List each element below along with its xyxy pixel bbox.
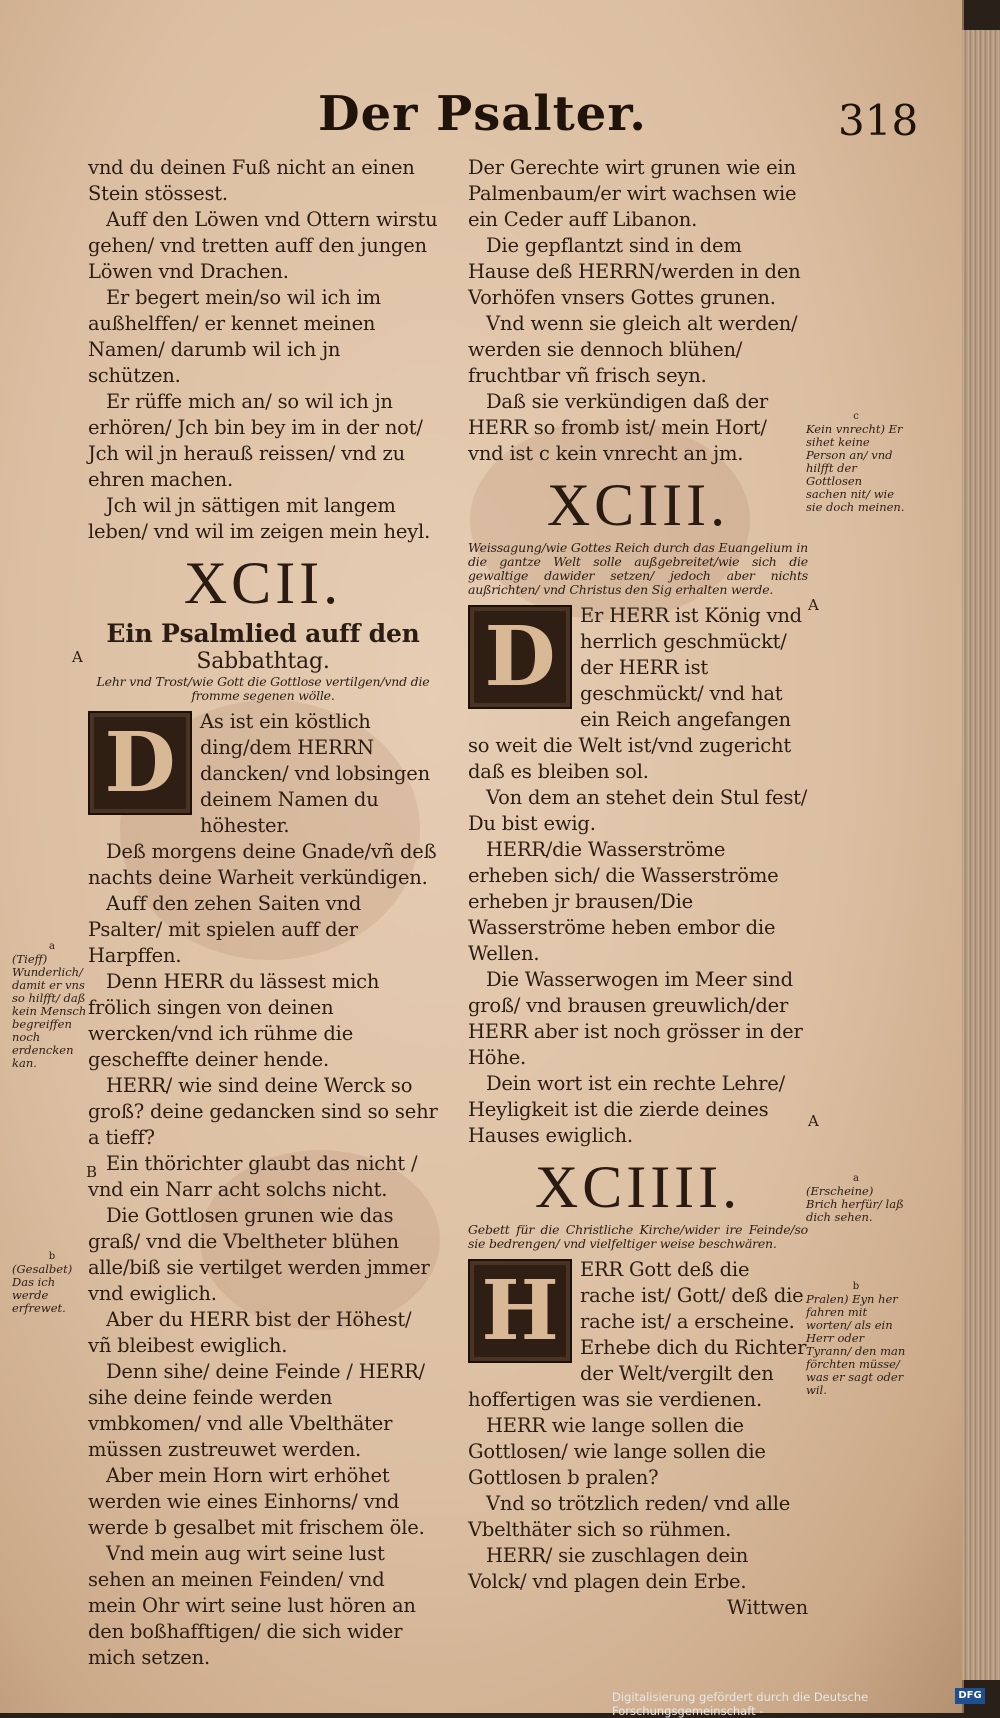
verse: HERR/ sie zuschlagen dein Volck/ vnd plagen dein Erbe. <box>468 1544 749 1593</box>
verse: Auff den Löwen vnd Ottern wirstu gehen/ vnd tretten auff den jungen Löwen vnd Drachen. <box>88 208 438 283</box>
first-verse: Er HERR ist König vnd herrlich geschmückt/ der HERR ist geschmückt/ vnd hat ein Reich angefangen so weit die Welt ist/vnd zugericht daß es bleiben sol. <box>468 604 802 783</box>
verse: Denn HERR du lässest mich frölich singen von deinen wercken/vnd ich rühme die geschefftе deiner hende. <box>88 970 380 1071</box>
verse: Er begert mein/so wil ich im außhelffen/ er kennet meinen Namen/ darumb wil ich jn schützen. <box>88 286 381 387</box>
section-marker: A <box>72 648 83 666</box>
margin-note <box>806 410 906 514</box>
verse: Deß morgens deine Gnade/vñ deß nachts deine Warheit verkündigen. <box>88 840 437 889</box>
left-column <box>88 155 438 1671</box>
first-verse: As ist ein köstlich ding/dem HERRN dancken/ vnd lobsingen deinem Namen du höhester. <box>200 710 430 837</box>
verse: Der Gerechte wirt grunen wie ein Palmenbaum/er wirt wachsen wie ein Ceder auff Libanon. <box>468 156 797 231</box>
psalm-subtitle: Sabbathtag. <box>196 649 330 674</box>
note-key: c <box>853 411 859 422</box>
catchword: Wittwen <box>727 1596 808 1619</box>
verse: HERR/ wie sind deine Werck so groß? deine gedancken sind so sehr a tieff? <box>88 1074 438 1149</box>
verse: vnd du deinen Fuß nicht an einen Stein stössest. <box>88 156 415 205</box>
verse: Auff den zehen Saiten vnd Psalter/ mit spielen auff der Harpffen. <box>88 892 362 967</box>
verse: HERR/die Wasserströme erheben sich/ die Wasserströme erheben jr brausen/Die Wasserströme heben embor die Wellen. <box>468 838 779 965</box>
section-marker: B <box>86 1163 98 1181</box>
digitization-credit: Digitalisierung gefördert durch die Deutsche Forschungsgemeinschaft - <box>612 1690 869 1718</box>
verse: HERR wie lange sollen die Gottlosen/ wie lange sollen die Gottlosen b pralen? <box>468 1414 766 1489</box>
page-number: 318 <box>838 96 919 145</box>
verse: Denn sihe/ deine Feinde / HERR/ sihe deine feinde werden vmbkomen/ vnd alle Vbelthäter müssen zustreuwet werden. <box>88 1360 425 1461</box>
verse: Ein thörichter glaubt das nicht / vnd ein Narr acht solchs nicht. <box>88 1152 418 1201</box>
margin-note <box>12 1250 92 1315</box>
verse: Vnd mein aug wirt seine lust sehen an meinen Feinden/ vnd mein Ohr wirt seine lust hören an den boßhafftigen/ die sich wider mich setzen. <box>88 1542 416 1669</box>
margin-note <box>12 940 92 1070</box>
dfg-logo: DFG <box>955 1688 985 1704</box>
verse: Von dem an stehet dein Stul fest/ Du bist ewig. <box>468 786 808 835</box>
verse: Die gepflantzt sind in dem Hause deß HERRN/werden in den Vorhöfen vnsers Gottes grunen. <box>468 234 801 309</box>
verse: Daß sie verkündigen daß der HERR so fromb ist/ mein Hort/ vnd ist c kein vnrecht an jm. <box>468 390 769 465</box>
note-key: b <box>48 1251 56 1262</box>
note-key: a <box>853 1173 859 1184</box>
psalm-numeral: XCIII. <box>546 472 730 538</box>
running-head: Der Psalter. <box>318 86 647 142</box>
psalm-numeral: XCIIII. <box>534 1154 742 1220</box>
verse: Die Wasserwogen im Meer sind groß/ vnd brausen greuwlich/der HERR aber ist noch grösser in der Höhe. <box>468 968 803 1069</box>
note-text: (Erscheine) Brich herfür/ laß dich sehen. <box>806 1184 904 1224</box>
verse: Vnd so trötzlich reden/ vnd alle Vbelthäter sich so rühmen. <box>468 1492 791 1541</box>
decorated-initial: D <box>468 605 572 709</box>
section-marker: A <box>808 596 819 614</box>
psalm-title: Ein Psalmlied auff den <box>106 619 420 648</box>
margin-note <box>806 1280 906 1397</box>
note-key: b <box>852 1281 860 1292</box>
psalm-summary: Lehr vnd Trost/wie Gott die Gottlose vertilgen/vnd die fromme segenen wölle. <box>96 674 430 703</box>
note-text: (Gesalbet) Das ich werde erfrewet. <box>12 1262 73 1315</box>
decorated-initial: H <box>468 1259 572 1363</box>
psalm-summary: Gebett für die Christliche Kirche/wider ire Feinde/so sie bedrengen/ vnd vielfeltiger weise beschwären. <box>468 1222 808 1251</box>
note-text: (Tieff) Wunderlich/ damit er vns so hilfft/ daß kein Mensch begreiffen noch erdencken kan. <box>12 952 87 1070</box>
margin-note <box>806 1172 906 1224</box>
verse: Vnd wenn sie gleich alt werden/ werden sie dennoch blühen/ fruchtbar vñ frisch seyn. <box>468 312 798 387</box>
verse: Die Gottlosen grunen wie das graß/ vnd die Vbeltheter blühen alle/biß sie vertilget werden jmmer vnd ewiglich. <box>88 1204 430 1305</box>
verse: Dein wort ist ein rechte Lehre/ Heyligkeit ist die zierde deines Hauses ewiglich. <box>468 1072 785 1147</box>
note-key: a <box>49 941 55 952</box>
verse: Aber du HERR bist der Höhest/ vñ bleibest ewiglich. <box>88 1308 412 1357</box>
verse: Jch wil jn sättigen mit langem leben/ vnd wil im zeigen mein heyl. <box>88 494 431 543</box>
first-verse: ERR Gott deß die rache ist/ Gott/ deß die rache ist/ a erscheine. Erhebe dich du Richter der Welt/vergilt den hoffertigen was sie verdienen. <box>468 1258 807 1411</box>
verse: Er rüffe mich an/ so wil ich jn erhören/ Jch bin bey im in der not/ Jch wil jn herauß reissen/ vnd zu ehren machen. <box>88 390 423 491</box>
verse: Aber mein Horn wirt erhöhet werden wie eines Einhorns/ vnd werde b gesalbet mit frischem öle. <box>88 1464 425 1539</box>
psalm-summary: Weissagung/wie Gottes Reich durch das Euangelium in die gantze Welt solle außgebreitet/wie sich die gewaltige dawider setzen/ jedoch aber nichts außrichten/ vnd Christus den Sig erhalten werde. <box>468 540 808 597</box>
psalm-numeral: XCII. <box>183 550 343 616</box>
page-edge <box>962 30 1000 1680</box>
note-text: Pralen) Eyn her fahren mit worten/ als ein Herr oder Tyrann/ den man förchten müsse/ was er sagt oder wil. <box>806 1292 906 1397</box>
section-marker: A <box>808 1112 819 1130</box>
note-text: Kein vnrecht) Er sihet keine Person an/ vnd hilfft der Gottlosen sachen nit/ wie sie doch meinen. <box>806 422 905 514</box>
decorated-initial: D <box>88 711 192 815</box>
right-column <box>468 155 808 1621</box>
